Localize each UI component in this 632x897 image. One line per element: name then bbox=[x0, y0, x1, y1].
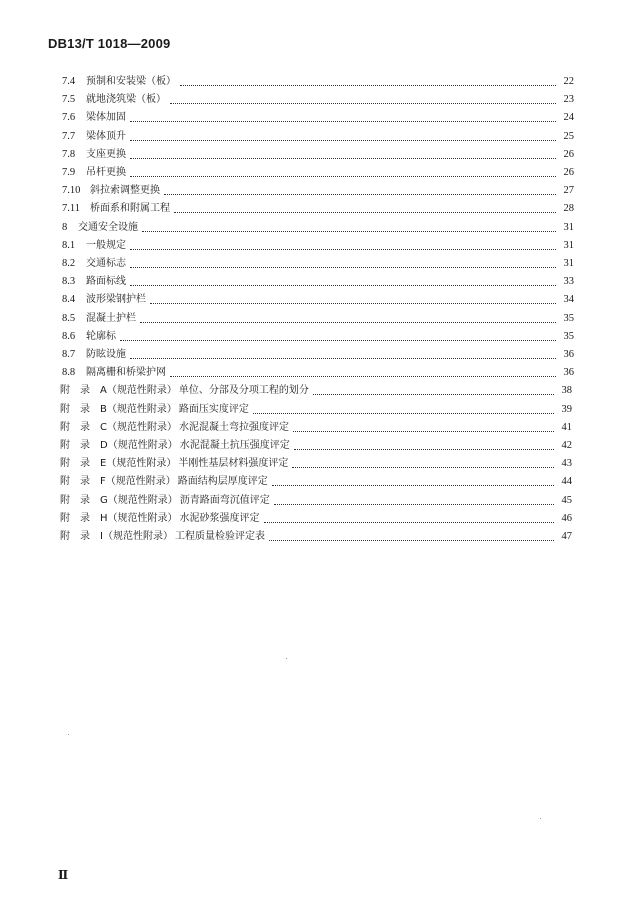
toc-entry-number: 8.3 bbox=[62, 276, 76, 288]
toc-entry bbox=[62, 274, 574, 290]
toc-entry-page: 25 bbox=[563, 130, 574, 142]
toc-entry bbox=[60, 456, 572, 472]
toc-entry-page: 22 bbox=[563, 76, 574, 87]
toc-entry-number: 8.7 bbox=[62, 349, 76, 360]
toc-entry-number: 7.8 bbox=[62, 148, 76, 160]
toc-entry-title: 工程质量检验评定表 bbox=[174, 531, 265, 542]
toc-entry bbox=[62, 238, 574, 254]
toc-leader-dots bbox=[170, 92, 556, 104]
toc-leader-dots bbox=[130, 129, 556, 141]
toc-entry-page: 43 bbox=[561, 458, 572, 470]
toc-entry bbox=[60, 493, 572, 509]
toc-entry bbox=[62, 365, 574, 381]
toc-entry-page: 39 bbox=[561, 403, 572, 415]
toc-entry-title: 路面压实度评定 bbox=[178, 403, 249, 415]
toc-leader-dots bbox=[292, 456, 554, 468]
toc-entry-page: 23 bbox=[563, 94, 574, 106]
toc-entry bbox=[62, 129, 574, 145]
toc-entry-title: 梁体顶升 bbox=[86, 130, 126, 142]
toc-leader-dots bbox=[140, 311, 556, 323]
toc-leader-dots bbox=[174, 201, 556, 213]
toc-entry-title: 梁体加固 bbox=[86, 112, 126, 124]
toc-entry bbox=[60, 383, 572, 399]
toc-entry-title: 吊杆更换 bbox=[86, 167, 126, 178]
toc-entry-number: 8.8 bbox=[62, 367, 76, 379]
toc-entry-number: 7.11 bbox=[62, 203, 80, 215]
scan-speck bbox=[286, 658, 287, 659]
toc-leader-dots bbox=[293, 420, 554, 432]
toc-entry-number: 8 bbox=[62, 221, 68, 233]
toc-leader-dots bbox=[269, 529, 554, 541]
toc-entry-number: 8.1 bbox=[62, 239, 76, 251]
toc-leader-dots bbox=[272, 474, 554, 486]
scan-speck bbox=[540, 818, 541, 819]
toc-leader-dots bbox=[294, 438, 554, 450]
toc-entry bbox=[62, 201, 574, 217]
toc-leader-dots bbox=[164, 183, 556, 195]
toc-entry-title: 路面结构层厚度评定 bbox=[177, 476, 268, 488]
toc-leader-dots bbox=[130, 256, 556, 268]
toc-entry-page: 36 bbox=[563, 349, 574, 360]
toc-entry-page: 28 bbox=[563, 203, 574, 215]
toc-leader-dots bbox=[120, 329, 556, 341]
toc-entry-page: 24 bbox=[563, 112, 574, 124]
toc-entry-number: 附 录 G（规范性附录） bbox=[60, 494, 178, 506]
toc-entry bbox=[60, 438, 572, 454]
toc-leader-dots bbox=[130, 274, 556, 286]
toc-entry-title: 斜拉索调整更换 bbox=[90, 185, 160, 197]
toc-entry-title: 单位、分部及分项工程的划分 bbox=[178, 385, 309, 397]
toc-entry-number: 7.9 bbox=[62, 167, 76, 178]
toc-entry-title: 波形梁钢护栏 bbox=[86, 294, 146, 306]
toc-entry bbox=[60, 474, 572, 490]
toc-entry-page: 34 bbox=[563, 294, 574, 306]
toc-entry-page: 26 bbox=[563, 148, 574, 160]
scan-speck bbox=[68, 734, 69, 735]
toc-entry-page: 46 bbox=[561, 512, 572, 524]
toc-leader-dots bbox=[130, 110, 556, 122]
toc-entry bbox=[62, 92, 574, 108]
toc-entry-number: 7.4 bbox=[62, 76, 76, 87]
toc-leader-dots bbox=[274, 493, 554, 505]
toc-entry bbox=[62, 110, 574, 126]
toc-entry-page: 42 bbox=[561, 440, 572, 451]
toc-entry-number: 8.5 bbox=[62, 312, 76, 324]
toc-entry-number: 附 录 A（规范性附录） bbox=[60, 385, 177, 397]
toc-entry-page: 35 bbox=[563, 312, 574, 324]
toc-entry-page: 26 bbox=[563, 167, 574, 178]
toc-entry-page: 31 bbox=[563, 258, 574, 269]
toc-entry bbox=[60, 402, 572, 418]
toc-entry-title: 轮廓标 bbox=[86, 330, 116, 342]
toc-leader-dots bbox=[253, 402, 554, 414]
toc-entry-number: 8.2 bbox=[62, 258, 76, 269]
toc-leader-dots bbox=[170, 365, 556, 377]
toc-entry-number: 附 录 B（规范性附录） bbox=[60, 403, 177, 415]
toc-entry-page: 41 bbox=[561, 421, 572, 433]
toc-entry-number: 附 录 C（规范性附录） bbox=[60, 421, 177, 433]
toc-entry-title: 交通安全设施 bbox=[78, 221, 138, 233]
toc-entry-title: 水泥混凝土弯拉强度评定 bbox=[178, 421, 289, 433]
toc-leader-dots bbox=[180, 74, 556, 86]
toc-entry-number: 7.10 bbox=[62, 185, 81, 197]
toc-leader-dots bbox=[130, 347, 556, 359]
toc-leader-dots bbox=[142, 220, 556, 232]
toc-leader-dots bbox=[150, 292, 556, 304]
toc-leader-dots bbox=[264, 511, 554, 523]
toc-entry-title: 水泥砂浆强度评定 bbox=[179, 512, 260, 524]
toc-entry-title: 沥青路面弯沉值评定 bbox=[179, 494, 270, 506]
page-number: Ⅱ bbox=[58, 868, 69, 882]
toc-entry-page: 38 bbox=[561, 385, 572, 397]
toc-entry-page: 36 bbox=[563, 367, 574, 379]
toc-entry bbox=[62, 311, 574, 327]
toc-entry-page: 27 bbox=[563, 185, 574, 197]
toc-entry-title: 桥面系和附属工程 bbox=[90, 203, 170, 215]
toc-entry-title: 路面标线 bbox=[86, 276, 126, 288]
toc-entry bbox=[62, 292, 574, 308]
toc-leader-dots bbox=[130, 165, 556, 177]
toc-entry-number: 附 录 D（规范性附录） bbox=[60, 440, 178, 451]
toc-entry-title: 隔离栅和桥梁护网 bbox=[86, 367, 166, 379]
toc-entry bbox=[62, 183, 574, 199]
toc-entry-title: 防眩设施 bbox=[86, 349, 126, 360]
toc-entry-number: 7.5 bbox=[62, 94, 76, 106]
toc-entry-title: 交通标志 bbox=[86, 258, 126, 269]
toc-entry-number: 8.6 bbox=[62, 330, 76, 342]
toc-entry bbox=[60, 529, 572, 545]
toc-entry-title: 预制和安装梁（板） bbox=[86, 76, 176, 87]
toc-entry-title: 支座更换 bbox=[86, 148, 126, 160]
toc-leader-dots bbox=[130, 238, 556, 250]
toc-entry-number: 附 录 H（规范性附录） bbox=[60, 512, 178, 524]
toc-entry-number: 附 录 E（规范性附录） bbox=[60, 458, 177, 470]
toc-entry-title: 混凝土护栏 bbox=[86, 312, 136, 324]
toc-entry-number: 附 录 I（规范性附录） bbox=[60, 531, 173, 542]
toc-entry bbox=[62, 329, 574, 345]
toc-entry-page: 31 bbox=[563, 221, 574, 233]
toc-entry bbox=[62, 347, 574, 363]
toc-entry-title: 一般规定 bbox=[86, 239, 126, 251]
toc-entry bbox=[62, 74, 574, 90]
document-id-header: DB13/T 1018—2009 bbox=[48, 36, 171, 51]
toc-entry-page: 45 bbox=[561, 494, 572, 506]
toc-entry-number: 7.7 bbox=[62, 130, 76, 142]
toc-leader-dots bbox=[130, 147, 556, 159]
toc-entry-number: 7.6 bbox=[62, 112, 76, 124]
toc-entry-page: 47 bbox=[561, 531, 572, 542]
toc-entry-page: 33 bbox=[563, 276, 574, 288]
toc-entry-number: 附 录 F（规范性附录） bbox=[60, 476, 176, 488]
toc-entry-page: 44 bbox=[561, 476, 572, 488]
toc-entry bbox=[62, 220, 574, 236]
toc-entry bbox=[62, 147, 574, 163]
toc-entry-title: 水泥混凝土抗压强度评定 bbox=[179, 440, 290, 451]
toc-entry bbox=[62, 165, 574, 181]
toc-entry-title: 半刚性基层材料强度评定 bbox=[178, 458, 289, 470]
toc-entry-title: 就地浇筑梁（板） bbox=[86, 94, 166, 106]
toc-entry bbox=[62, 256, 574, 272]
toc-leader-dots bbox=[313, 383, 554, 395]
toc-entry bbox=[60, 420, 572, 436]
toc-entry-number: 8.4 bbox=[62, 294, 76, 306]
toc-entry bbox=[60, 511, 572, 527]
toc-entry-page: 31 bbox=[563, 239, 574, 251]
toc-entry-page: 35 bbox=[563, 330, 574, 342]
